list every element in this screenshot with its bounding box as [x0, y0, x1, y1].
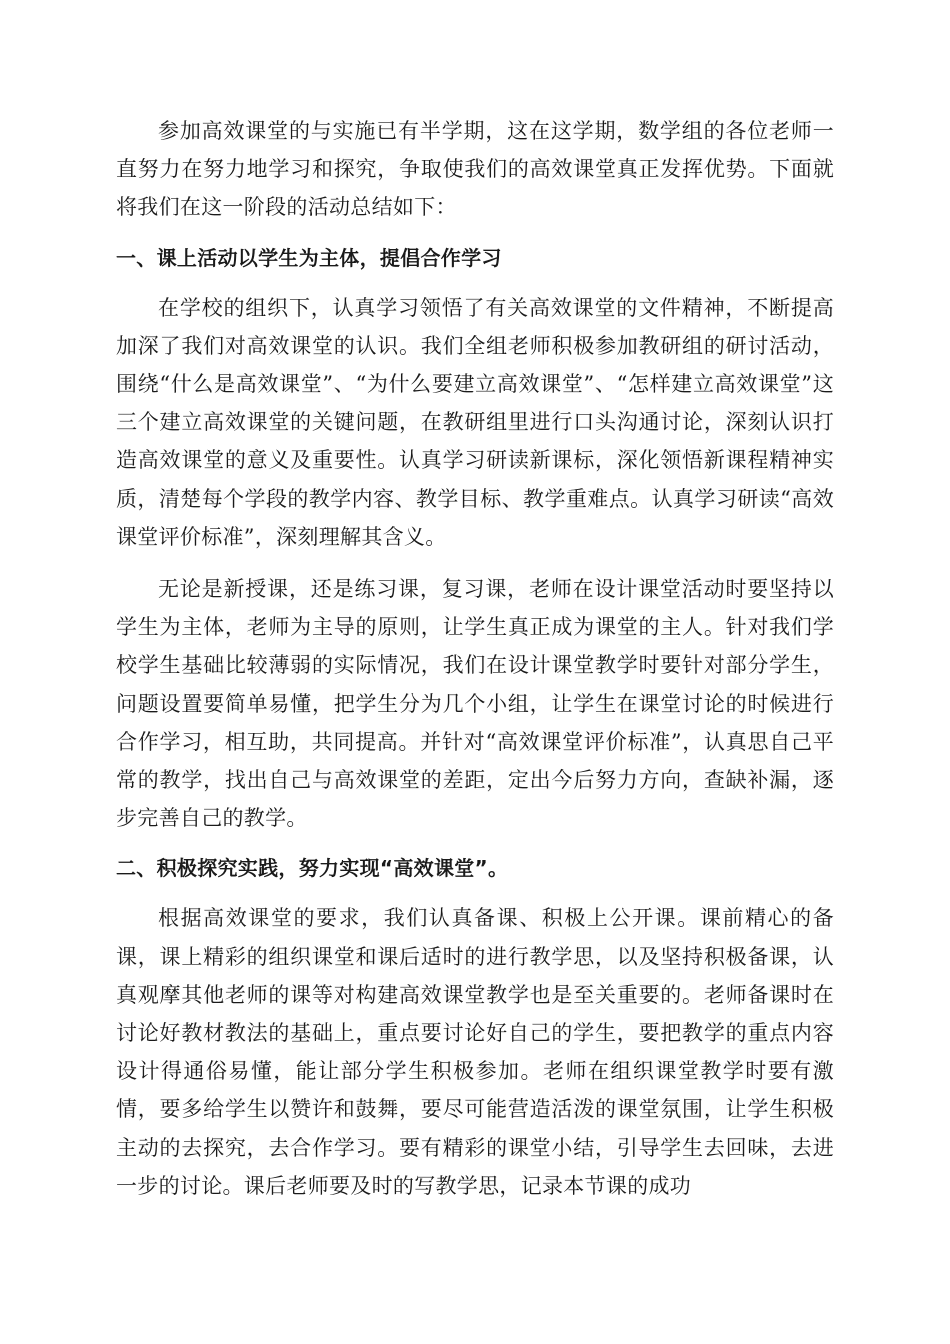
section-1-paragraph-1: 在学校的组织下，认真学习领悟了有关高效课堂的文件精神，不断提高加深了我们对高效课堂的认识。我们全组老师积极参加教研组的研讨活动，围绕“什么是高效课堂”、“为什么要建立高效课堂”、“怎样建立高效课堂”这三个建立高效课堂的关键问题，在教研组里进行口头沟通讨论，深刻认识打造高效课堂的意义及重要性。认真学习研读新课标，深化领悟新课程精神实质，清楚每个学段的教学内容、教学目标、教学重难点。认真学习研读“高效课堂评价标准”，深刻理解其含义。	[116, 295, 834, 549]
section-1-paragraph-2: 无论是新授课，还是练习课，复习课，老师在设计课堂活动时要坚持以学生为主体，老师为主导的原则，让学生真正成为课堂的主人。针对我们学校学生基础比较薄弱的实际情况，我们在设计课堂教学时要针对部分学生，问题设置要简单易懂，把学生分为几个小组，让学生在课堂讨论的时候进行合作学习，相互助，共同提高。并针对“高效课堂评价标准”，认真思自己平常的教学，找出自己与高效课堂的差距，定出今后努力方向，查缺补漏，逐步完善自己的教学。	[116, 577, 834, 831]
section-2-heading: 二、积极探究实践，努力实现“高效课堂”。	[116, 856, 509, 881]
section-1-heading: 一、课上活动以学生为主体，提倡合作学习	[116, 245, 502, 270]
section-2-paragraph-1: 根据高效课堂的要求，我们认真备课、积极上公开课。课前精心的备课，课上精彩的组织课堂和课后适时的进行教学思，以及坚持积极备课，认真观摩其他老师的课等对构建高效课堂教学也是至关重要的。老师备课时在讨论好教材教法的基础上，重点要讨论好自己的学生，要把教学的重点内容设计得通俗易懂，能让部分学生积极参加。老师在组织课堂教学时要有激情，要多给学生以赞许和鼓舞，要尽可能营造活泼的课堂氛围，让学生积极主动的去探究，去合作学习。要有精彩的课堂小结，引导学生去回味，去进一步的讨论。课后老师要及时的写教学思，记录本节课的成功	[116, 906, 834, 1198]
spacer	[116, 227, 834, 239]
spacer	[116, 556, 834, 570]
spacer	[116, 277, 834, 289]
spacer	[116, 887, 834, 899]
spacer	[116, 837, 834, 849]
intro-paragraph: 参加高效课堂的与实施已有半学期，这在这学期，数学组的各位老师一直努力在努力地学习和探究，争取使我们的高效课堂真正发挥优势。下面就将我们在这一阶段的活动总结如下：	[116, 119, 834, 220]
document-body	[116, 112, 834, 1205]
